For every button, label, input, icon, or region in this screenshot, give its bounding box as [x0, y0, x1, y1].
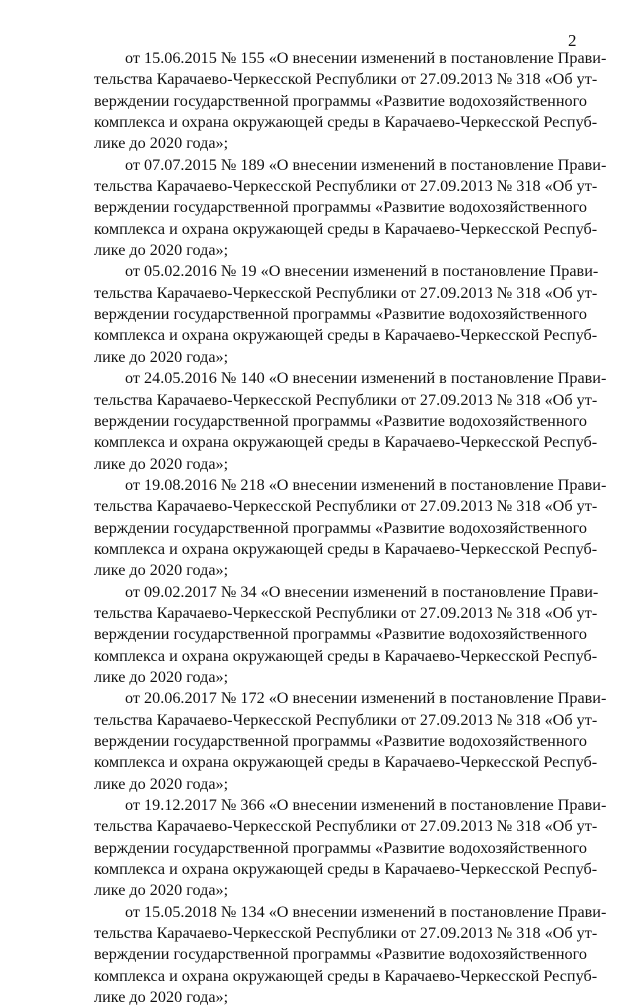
paragraph-line: комплекса и охрана окружающей среды в Карачаево-Черкесской Респуб-	[94, 433, 598, 452]
paragraph-line: комплекса и охрана окружающей среды в Карачаево-Черкесской Респуб-	[94, 326, 598, 345]
amendment-paragraph	[94, 475, 607, 582]
amendment-paragraph	[94, 902, 607, 1008]
paragraph-line: тельства Карачаево-Черкесской Республики от 27.09.2013 № 318 «Об ут-	[94, 710, 598, 729]
paragraph-line: лике до 2020 года»;	[94, 454, 229, 473]
paragraph-line: тельства Карачаево-Черкесской Республики от 27.09.2013 № 318 «Об ут-	[94, 817, 598, 836]
amendment-paragraph	[94, 582, 599, 689]
paragraph-line: тельства Карачаево-Черкесской Республики от 27.09.2013 № 318 «Об ут-	[94, 497, 598, 516]
paragraph-line: комплекса и охрана окружающей среды в Карачаево-Черкесской Респуб-	[94, 539, 598, 558]
amendment-paragraph	[94, 795, 607, 902]
paragraph-line: тельства Карачаево-Черкесской Республики от 27.09.2013 № 318 «Об ут-	[94, 603, 598, 622]
paragraph-line: от 19.08.2016 № 218 «О внесении изменений в постановление Прави-	[125, 475, 607, 494]
paragraph-line: лике до 2020 года»;	[94, 561, 229, 580]
paragraph-line: тельства Карачаево-Черкесской Республики от 27.09.2013 № 318 «Об ут-	[94, 70, 598, 89]
paragraph-line: от 15.05.2018 № 134 «О внесении изменений в постановление Прави-	[125, 902, 607, 921]
paragraph-line: тельства Карачаево-Черкесской Республики от 27.09.2013 № 318 «Об ут-	[94, 924, 598, 943]
paragraph-line: от 24.05.2016 № 140 «О внесении изменений в постановление Прави-	[125, 369, 607, 388]
paragraph-line: лике до 2020 года»;	[94, 241, 229, 260]
paragraph-line: от 09.02.2017 № 34 «О внесении изменений в постановление Прави-	[125, 582, 599, 601]
document-body	[94, 48, 607, 1008]
paragraph-line: верждении государственной программы «Развитие водохозяйственного	[94, 625, 587, 644]
amendment-paragraph	[94, 48, 607, 155]
paragraph-line: лике до 2020 года»;	[94, 667, 229, 686]
paragraph-line: лике до 2020 года»;	[94, 881, 229, 900]
paragraph-line: комплекса и охрана окружающей среды в Карачаево-Черкесской Респуб-	[94, 113, 598, 132]
amendment-paragraph	[94, 155, 607, 262]
paragraph-line: верждении государственной программы «Развитие водохозяйственного	[94, 945, 587, 964]
paragraph-line: комплекса и охрана окружающей среды в Карачаево-Черкесской Респуб-	[94, 753, 598, 772]
amendment-paragraph	[94, 368, 607, 475]
paragraph-line: от 20.06.2017 № 172 «О внесении изменений в постановление Прави-	[125, 689, 607, 708]
amendment-paragraph	[94, 688, 607, 795]
paragraph-line: верждении государственной программы «Развитие водохозяйственного	[94, 838, 587, 857]
paragraph-line: верждении государственной программы «Развитие водохозяйственного	[94, 732, 587, 750]
paragraph-line: верждении государственной программы «Развитие водохозяйственного	[94, 198, 587, 217]
paragraph-line: от 15.06.2015 № 155 «О внесении изменений в постановление Прави-	[125, 49, 607, 67]
page-number: 2	[568, 31, 577, 50]
paragraph-line: лике до 2020 года»;	[94, 134, 229, 153]
amendment-paragraph	[94, 261, 599, 368]
paragraph-line: тельства Карачаево-Черкесской Республики от 27.09.2013 № 318 «Об ут-	[94, 283, 598, 302]
paragraph-line: от 07.07.2015 № 189 «О внесении изменений в постановление Прави-	[125, 155, 607, 174]
paragraph-line: лике до 2020 года»;	[94, 988, 229, 1007]
paragraph-line: комплекса и охрана окружающей среды в Карачаево-Черкесской Респуб-	[94, 860, 598, 879]
paragraph-line: лике до 2020 года»;	[94, 347, 229, 366]
paragraph-line: лике до 2020 года»;	[94, 774, 229, 793]
paragraph-line: тельства Карачаево-Черкесской Республики от 27.09.2013 № 318 «Об ут-	[94, 177, 598, 196]
paragraph-line: верждении государственной программы «Развитие водохозяйственного	[94, 305, 587, 324]
paragraph-line: от 05.02.2016 № 19 «О внесении изменений в постановление Прави-	[125, 262, 599, 281]
paragraph-line: верждении государственной программы «Развитие водохозяйственного	[94, 91, 587, 110]
paragraph-line: комплекса и охрана окружающей среды в Карачаево-Черкесской Респуб-	[94, 966, 598, 985]
paragraph-line: верждении государственной программы «Развитие водохозяйственного	[94, 518, 587, 537]
paragraph-line: комплекса и охрана окружающей среды в Карачаево-Черкесской Респуб-	[94, 219, 598, 238]
paragraph-line: комплекса и охрана окружающей среды в Карачаево-Черкесской Респуб-	[94, 646, 598, 665]
paragraph-line: тельства Карачаево-Черкесской Республики от 27.09.2013 № 318 «Об ут-	[94, 390, 598, 409]
paragraph-line: верждении государственной программы «Развитие водохозяйственного	[94, 411, 587, 430]
paragraph-line: от 19.12.2017 № 366 «О внесении изменений в постановление Прави-	[125, 796, 607, 815]
